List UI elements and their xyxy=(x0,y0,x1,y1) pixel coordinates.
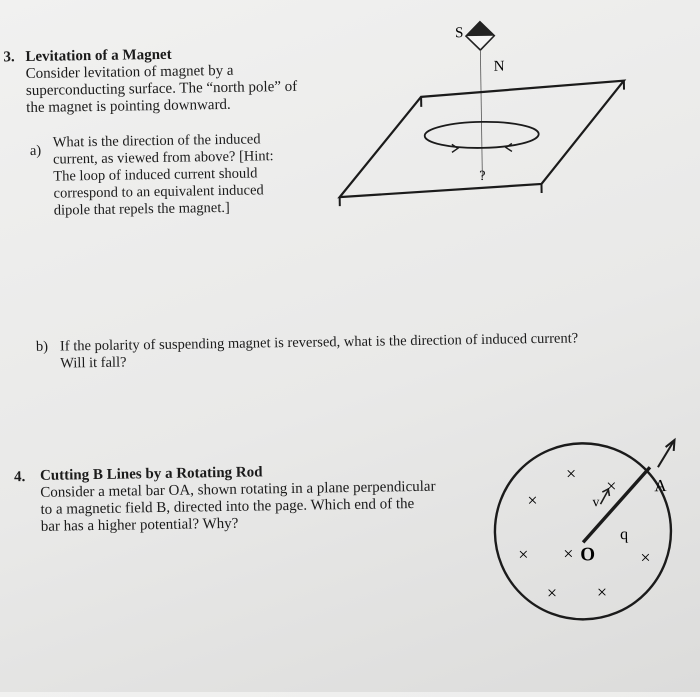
q3-part-a-line: What is the direction of the induced xyxy=(53,131,274,151)
axis-line xyxy=(480,50,482,178)
q4-number: 4. xyxy=(14,469,26,486)
north-pole-label: N xyxy=(494,59,505,75)
q3-part-a-line: current, as viewed from above? [Hint: xyxy=(53,148,274,168)
q4-line: Consider a metal bar OA, shown rotating in a plane perpendicular xyxy=(40,479,436,502)
q3-part-a-label: a) xyxy=(30,143,42,160)
field-cross: × xyxy=(566,463,576,483)
q3-part-b-text xyxy=(60,330,579,372)
q3-part-b-line: Will it fall? xyxy=(60,347,578,372)
q3-part-a-line: The loop of induced current should xyxy=(53,165,274,185)
velocity-label: v xyxy=(592,495,599,510)
length-b-label: b xyxy=(620,528,628,545)
q4-line: to a magnetic field B, directed into the page. Which end of the xyxy=(40,496,436,519)
end-a-label: A xyxy=(654,476,667,495)
q3-part-a-line: correspond to an equivalent induced xyxy=(53,182,274,202)
magnet xyxy=(466,22,494,50)
field-cross: × xyxy=(547,583,557,603)
south-pole-label: S xyxy=(455,25,464,41)
field-cross: × xyxy=(518,544,528,564)
q4-title: Cutting B Lines by a Rotating Rod xyxy=(40,464,263,484)
levitation-figure xyxy=(325,5,638,220)
q3-title: Levitation of a Magnet xyxy=(25,47,171,66)
q3-intro-line: superconducting surface. The “north pole” of xyxy=(26,79,298,100)
q3-intro xyxy=(26,62,298,117)
q4-line: bar has a higher potential? Why? xyxy=(41,513,437,536)
pivot-o-label: O xyxy=(580,544,595,565)
q3-part-b-label: b) xyxy=(36,339,48,356)
field-cross: × xyxy=(563,544,573,564)
q3-number: 3. xyxy=(3,49,15,66)
field-cross: × xyxy=(640,547,650,567)
field-region-circle xyxy=(494,442,673,621)
q4-text xyxy=(40,479,436,536)
rotating-rod-figure xyxy=(481,425,699,638)
q3-intro-line: the magnet is pointing downward. xyxy=(26,96,298,117)
q3-part-a-line: dipole that repels the magnet.] xyxy=(54,199,275,219)
field-cross: × xyxy=(606,476,616,496)
rotation-arrow xyxy=(658,440,675,467)
q3-part-b-line: If the polarity of suspending magnet is reversed, what is the direction of induced current? xyxy=(60,330,578,355)
q3-intro-line: Consider levitation of magnet by a xyxy=(26,62,298,83)
q3-part-a-text xyxy=(53,131,275,219)
field-cross: × xyxy=(527,490,537,510)
field-cross: × xyxy=(597,582,607,602)
question-mark-label: ? xyxy=(479,169,485,184)
